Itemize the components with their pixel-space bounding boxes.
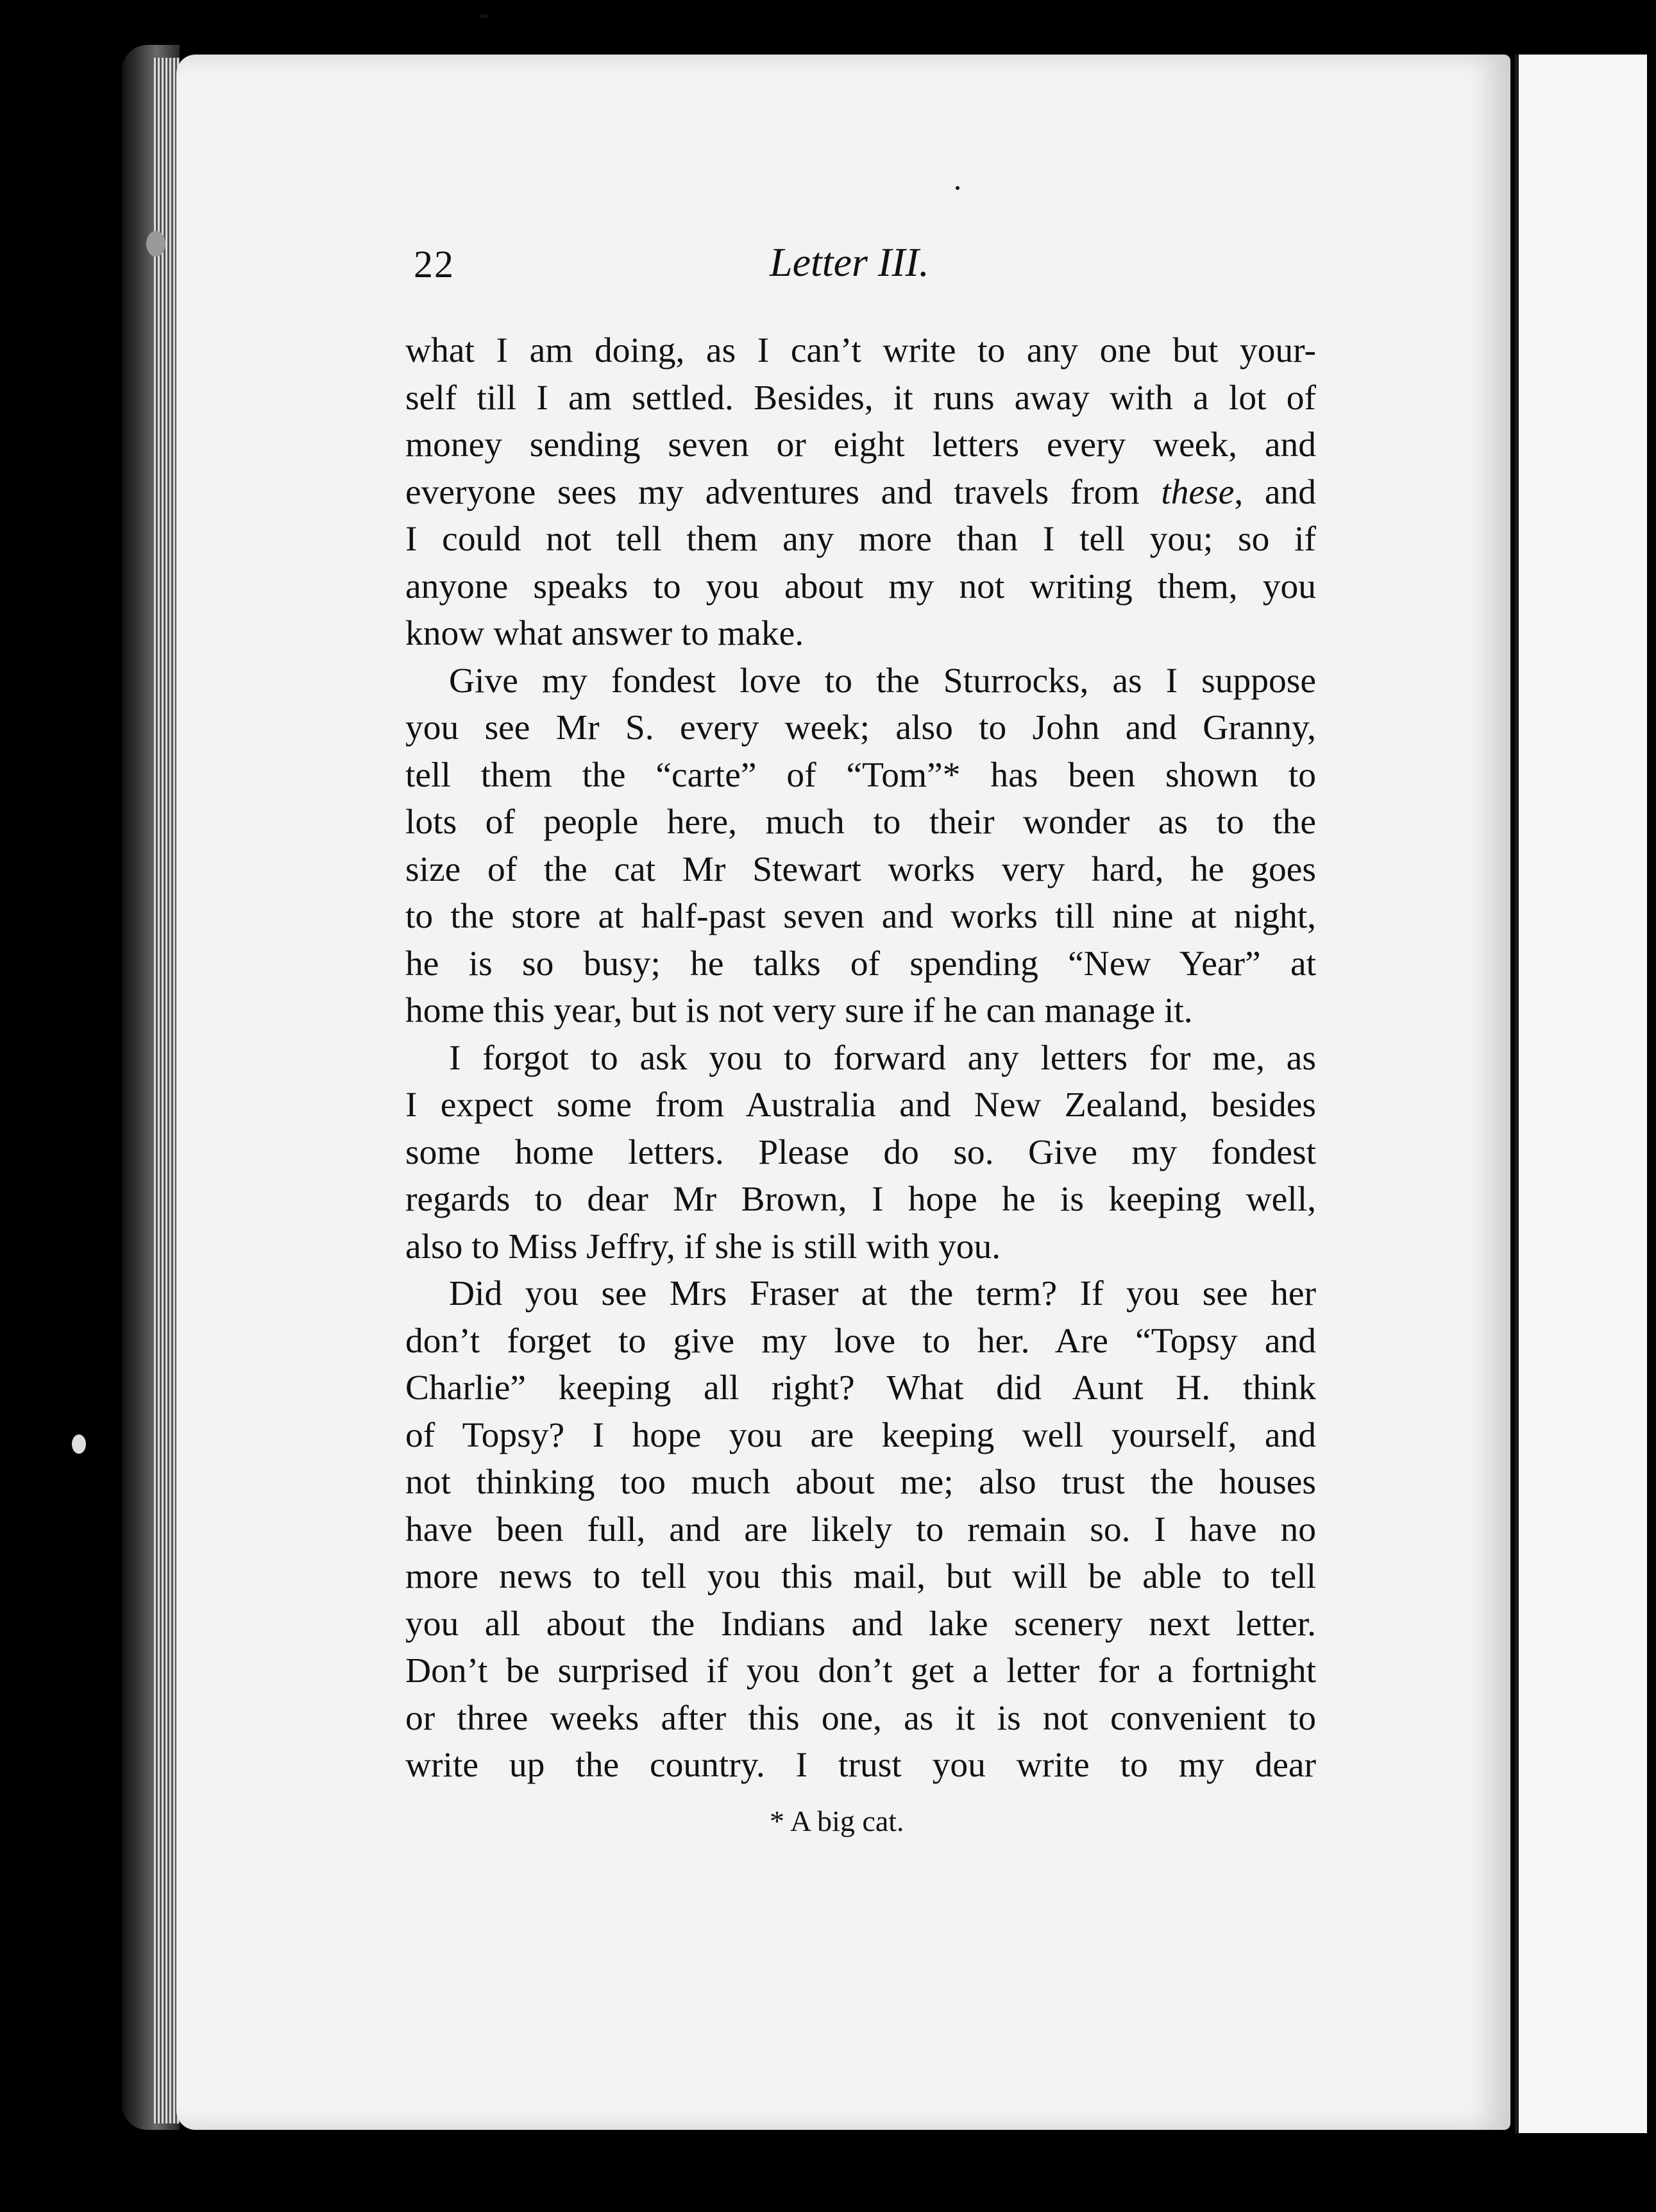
text-line: I could not tell them any more than I tell you; so if <box>405 520 1316 559</box>
text-line: lots of people here, much to their wonder as to the <box>405 803 1316 842</box>
paragraph <box>405 658 1316 1035</box>
text-line: write up the country. I trust you write to my dear <box>405 1746 1316 1785</box>
text-line: more news to tell you this mail, but will be able to tell <box>405 1557 1316 1596</box>
paragraph <box>405 1035 1316 1271</box>
page-edges <box>154 58 180 2123</box>
text-line: I expect some from Australia and New Zealand, besides <box>405 1085 1316 1125</box>
page-number: 22 <box>414 243 455 285</box>
text-line: money sending seven or eight letters every week, and <box>405 425 1316 464</box>
text-line: Charlie” keeping all right? What did Aunt H. think <box>405 1368 1316 1408</box>
scan-speck <box>956 186 959 190</box>
text-line: you all about the Indians and lake scenery next letter. <box>405 1604 1316 1644</box>
paragraph <box>405 1270 1316 1789</box>
text-line: have been full, and are likely to remain so. I have no <box>405 1510 1316 1549</box>
scan-speck <box>146 231 165 257</box>
text-line: everyone sees my adventures and travels from these, and <box>405 472 1317 512</box>
text-line: to the store at half-past seven and works till nine at night, <box>405 897 1316 936</box>
letter-body <box>405 327 1316 1789</box>
text-line: regards to dear Mr Brown, I hope he is keeping well, <box>405 1180 1316 1219</box>
text-line: don’t forget to give my love to her. Are “Topsy and <box>405 1321 1316 1361</box>
text-line: you see Mr S. every week; also to John and Granny, <box>405 708 1316 747</box>
text-line: or three weeks after this one, as it is not convenient to <box>405 1698 1316 1738</box>
scan-speck <box>480 14 489 18</box>
facing-page-edge <box>1515 55 1647 2133</box>
text-line: also to Miss Jeffry, if she is still with you. <box>405 1227 1001 1266</box>
text-line: he is so busy; he talks of spending “New Year” at <box>405 944 1316 983</box>
text-line: know what answer to make. <box>405 614 804 653</box>
text-line: size of the cat Mr Stewart works very hard, he goes <box>405 849 1316 889</box>
scan-speck <box>72 1434 86 1454</box>
text-line: not thinking too much about me; also trust the houses <box>405 1463 1316 1502</box>
text-line: self till I am settled. Besides, it runs away with a lot of <box>405 378 1316 418</box>
text-line: tell them the “carte” of “Tom”* has been shown to <box>405 755 1316 795</box>
text-line: what I am doing, as I can’t write to any one but your- <box>405 331 1316 370</box>
page-header <box>414 239 1324 296</box>
text-line: Did you see Mrs Fraser at the term? If you see her <box>449 1274 1316 1313</box>
running-title: Letter III. <box>770 239 929 285</box>
italic-word: these <box>1161 472 1235 512</box>
text-line: Give my fondest love to the Sturrocks, as I suppose <box>449 661 1316 701</box>
text-line: home this year, but is not very sure if he can manage it. <box>405 991 1193 1030</box>
text-line: of Topsy? I hope you are keeping well yourself, and <box>405 1415 1316 1455</box>
text-line: Don’t be surprised if you don’t get a letter for a fortnight <box>405 1651 1316 1690</box>
paragraph <box>405 327 1316 658</box>
text-line: some home letters. Please do so. Give my fondest <box>405 1132 1316 1172</box>
text-line: anyone speaks to you about my not writing them, you <box>405 566 1316 606</box>
text-line: I forgot to ask you to forward any letters for me, as <box>449 1038 1316 1078</box>
footnote: * A big cat. <box>770 1805 904 1837</box>
